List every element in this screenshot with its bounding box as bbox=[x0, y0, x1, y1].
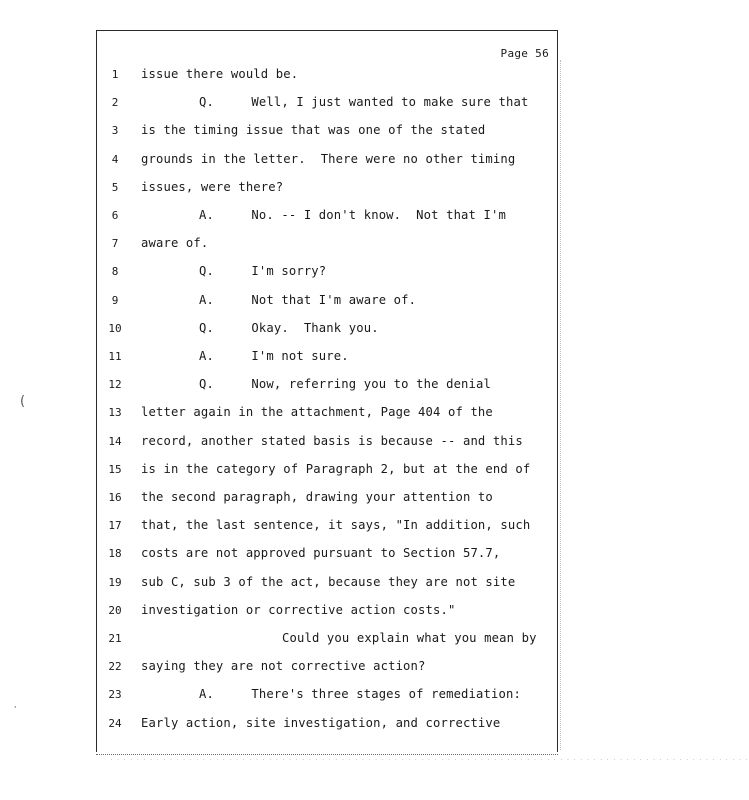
line-number: 3 bbox=[111, 124, 119, 138]
transcript-line: that, the last sentence, it says, "In addition, such bbox=[141, 518, 531, 533]
transcript-line: Could you explain what you mean by bbox=[282, 631, 537, 645]
line-number: 5 bbox=[111, 180, 119, 194]
transcript-line: A. No. -- I don't know. Not that I'm bbox=[199, 208, 506, 222]
transcript-line: record, another stated basis is because -- and this bbox=[141, 433, 523, 448]
transcript-line: A. Not that I'm aware of. bbox=[199, 292, 417, 307]
line-number: 17 bbox=[108, 519, 122, 533]
footer-scan-noise: . . . . . . . . . . . . . . . . . . . . . . . . . . . . . . . . . . . . . . . . . . . . . . . . . . . . . . . . . . . . . . . . . . . . . . . . . . . . . . . . . . . . . . . . . . . . . . . . . bbox=[110, 757, 749, 762]
scan-edge-specks bbox=[560, 60, 565, 750]
line-number: 9 bbox=[111, 293, 119, 307]
transcript-line: issue there would be. bbox=[141, 67, 299, 81]
transcript-line: is in the category of Paragraph 2, but at the end of bbox=[141, 461, 531, 476]
transcript-line: grounds in the letter. There were no other timing bbox=[141, 151, 516, 166]
transcript-line: Q. Well, I just wanted to make sure that bbox=[199, 95, 529, 110]
transcript-line: issues, were there? bbox=[141, 179, 284, 194]
transcript-line: saying they are not corrective action? bbox=[141, 659, 426, 674]
line-number: 15 bbox=[108, 462, 122, 476]
line-number: 1 bbox=[111, 68, 119, 81]
transcript-line: investigation or corrective action costs." bbox=[141, 602, 456, 617]
line-number: 23 bbox=[108, 688, 122, 702]
line-number: 21 bbox=[108, 632, 122, 645]
line-number: 7 bbox=[111, 237, 119, 251]
transcript-line: Early action, site investigation, and corrective bbox=[141, 715, 501, 730]
line-number: 22 bbox=[108, 660, 122, 674]
transcript-line: Q. Okay. Thank you. bbox=[199, 320, 379, 335]
transcript-line: letter again in the attachment, Page 404 of the bbox=[141, 405, 493, 420]
line-number: 6 bbox=[111, 209, 119, 222]
scan-mark-dot: , bbox=[14, 700, 17, 709]
transcript-line: is the timing issue that was one of the stated bbox=[141, 123, 486, 138]
line-number: 18 bbox=[108, 547, 122, 561]
line-number: 12 bbox=[108, 378, 122, 392]
transcript-line: costs are not approved pursuant to Section 57.7, bbox=[141, 546, 501, 561]
line-number: 11 bbox=[108, 350, 122, 363]
line-number: 8 bbox=[111, 265, 119, 279]
transcript-line: A. I'm not sure. bbox=[199, 349, 349, 363]
line-number: 13 bbox=[108, 406, 122, 420]
transcript-line: aware of. bbox=[141, 236, 209, 251]
line-number: 24 bbox=[108, 716, 122, 730]
page-number: Page 56 bbox=[500, 47, 549, 60]
line-number: 14 bbox=[108, 434, 122, 448]
transcript-line: Q. Now, referring you to the denial bbox=[199, 377, 492, 392]
line-number: 20 bbox=[108, 603, 122, 617]
transcript-line: the second paragraph, drawing your attention to bbox=[141, 490, 493, 504]
line-number: 16 bbox=[108, 491, 122, 504]
footer-rule bbox=[96, 754, 558, 755]
transcript-line: sub C, sub 3 of the act, because they are not site bbox=[141, 574, 516, 589]
scan-mark-left: ( bbox=[20, 394, 26, 409]
line-number: 2 bbox=[111, 96, 119, 110]
line-number: 4 bbox=[111, 152, 119, 166]
line-number: 19 bbox=[108, 575, 122, 589]
transcript-line: Q. I'm sorry? bbox=[199, 264, 327, 279]
line-number: 10 bbox=[108, 321, 122, 335]
transcript-line: A. There's three stages of remediation: bbox=[199, 687, 521, 702]
